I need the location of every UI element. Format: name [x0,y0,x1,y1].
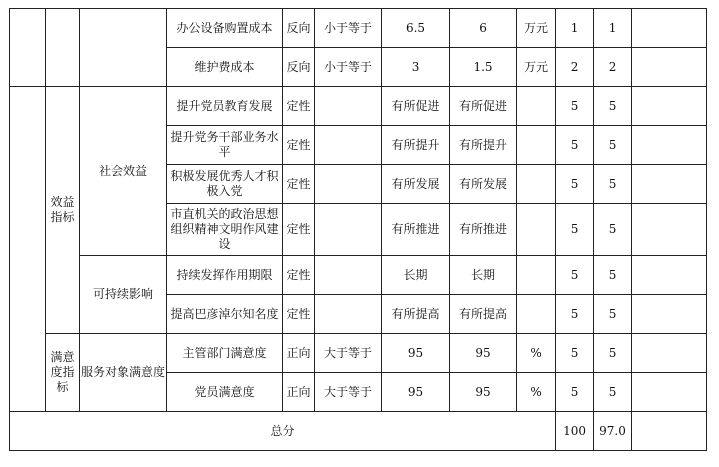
indicator-name: 提升党员教育发展 [167,87,283,126]
service-satisfaction-label: 服务对象满意度 [80,334,167,412]
indicator-nature: 定性 [283,256,315,295]
indicator-target: 有所提高 [382,295,450,334]
remark-cell [632,412,707,451]
indicator-unit: % [517,373,556,412]
indicator-unit: % [517,334,556,373]
indicator-unit [517,256,556,295]
remark-cell [632,204,707,256]
remark-cell [632,334,707,373]
remark-cell [632,165,707,204]
indicator-target: 有所推进 [382,204,450,256]
indicator-target: 95 [382,373,450,412]
indicator-unit [517,87,556,126]
indicator-weight: 5 [556,256,594,295]
indicator-operator: 小于等于 [315,48,382,87]
indicator-score: 5 [594,373,632,412]
sustainable-impact-label: 可持续影响 [80,256,167,334]
indicator-actual: 有所促进 [450,87,517,126]
indicator-nature: 定性 [283,204,315,256]
indicator-operator [315,204,382,256]
table-row [10,87,707,126]
indicator-nature: 定性 [283,126,315,165]
indicator-nature: 定性 [283,295,315,334]
indicator-score: 5 [594,204,632,256]
indicator-actual: 6 [450,9,517,48]
indicator-operator: 大于等于 [315,334,382,373]
indicator-unit: 万元 [517,48,556,87]
indicator-unit [517,204,556,256]
indicator-score: 5 [594,165,632,204]
indicator-unit: 万元 [517,9,556,48]
indicator-nature: 反向 [283,48,315,87]
satisfaction-category: 满意度指标 [46,334,80,412]
indicator-weight: 5 [556,373,594,412]
indicator-operator: 大于等于 [315,373,382,412]
indicator-weight: 5 [556,126,594,165]
indicator-score: 1 [594,9,632,48]
indicator-operator [315,295,382,334]
indicator-name: 持续发挥作用期限 [167,256,283,295]
indicator-nature: 定性 [283,87,315,126]
remark-cell [632,87,707,126]
outer-border-cell [10,9,46,87]
indicator-weight: 5 [556,87,594,126]
indicator-name: 党员满意度 [167,373,283,412]
indicator-operator [315,126,382,165]
indicator-unit [517,165,556,204]
indicator-name: 市直机关的政治思想组织精神文明作风建设 [167,204,283,256]
total-score: 97.0 [594,412,632,451]
indicator-target: 有所提升 [382,126,450,165]
benefit-category: 效益指标 [46,87,80,334]
indicator-actual: 有所发展 [450,165,517,204]
indicator-operator [315,165,382,204]
remark-cell [632,256,707,295]
performance-indicator-table [9,8,707,451]
indicator-weight: 5 [556,204,594,256]
indicator-weight: 5 [556,334,594,373]
indicator-name: 办公设备购置成本 [167,9,283,48]
indicator-nature: 正向 [283,334,315,373]
table-row [10,9,707,48]
indicator-target: 6.5 [382,9,450,48]
remark-cell [632,295,707,334]
indicator-actual: 有所提高 [450,295,517,334]
indicator-score: 2 [594,48,632,87]
total-weight: 100 [556,412,594,451]
indicator-target: 95 [382,334,450,373]
table-row [10,334,707,373]
indicator-name: 主管部门满意度 [167,334,283,373]
indicator-operator: 小于等于 [315,9,382,48]
social-benefit-label: 社会效益 [80,87,167,256]
indicator-target: 有所促进 [382,87,450,126]
indicator-score: 5 [594,256,632,295]
total-label: 总分 [10,412,556,451]
outer-border-cell [10,87,46,412]
indicator-weight: 5 [556,165,594,204]
indicator-weight: 5 [556,295,594,334]
indicator-target: 有所发展 [382,165,450,204]
indicator-score: 5 [594,295,632,334]
remark-cell [632,126,707,165]
indicator-unit [517,295,556,334]
indicator-operator [315,256,382,295]
indicator-actual: 长期 [450,256,517,295]
indicator-actual: 有所提升 [450,126,517,165]
primary-category-cell [46,9,80,87]
indicator-actual: 1.5 [450,48,517,87]
indicator-target: 长期 [382,256,450,295]
total-row [10,412,707,451]
table-row [10,256,707,295]
indicator-score: 5 [594,87,632,126]
indicator-operator [315,87,382,126]
remark-cell [632,373,707,412]
indicator-score: 5 [594,126,632,165]
indicator-actual: 95 [450,373,517,412]
remark-cell [632,48,707,87]
indicator-name: 提高巴彦淖尔知名度 [167,295,283,334]
indicator-unit [517,126,556,165]
indicator-nature: 反向 [283,9,315,48]
remark-cell [632,9,707,48]
indicator-score: 5 [594,334,632,373]
indicator-name: 提升党务干部业务水平 [167,126,283,165]
indicator-weight: 1 [556,9,594,48]
indicator-nature: 正向 [283,373,315,412]
indicator-name: 维护费成本 [167,48,283,87]
indicator-name: 积极发展优秀人才积极入党 [167,165,283,204]
indicator-nature: 定性 [283,165,315,204]
indicator-actual: 95 [450,334,517,373]
indicator-weight: 2 [556,48,594,87]
indicator-target: 3 [382,48,450,87]
secondary-category-cell [80,9,167,87]
indicator-actual: 有所推进 [450,204,517,256]
